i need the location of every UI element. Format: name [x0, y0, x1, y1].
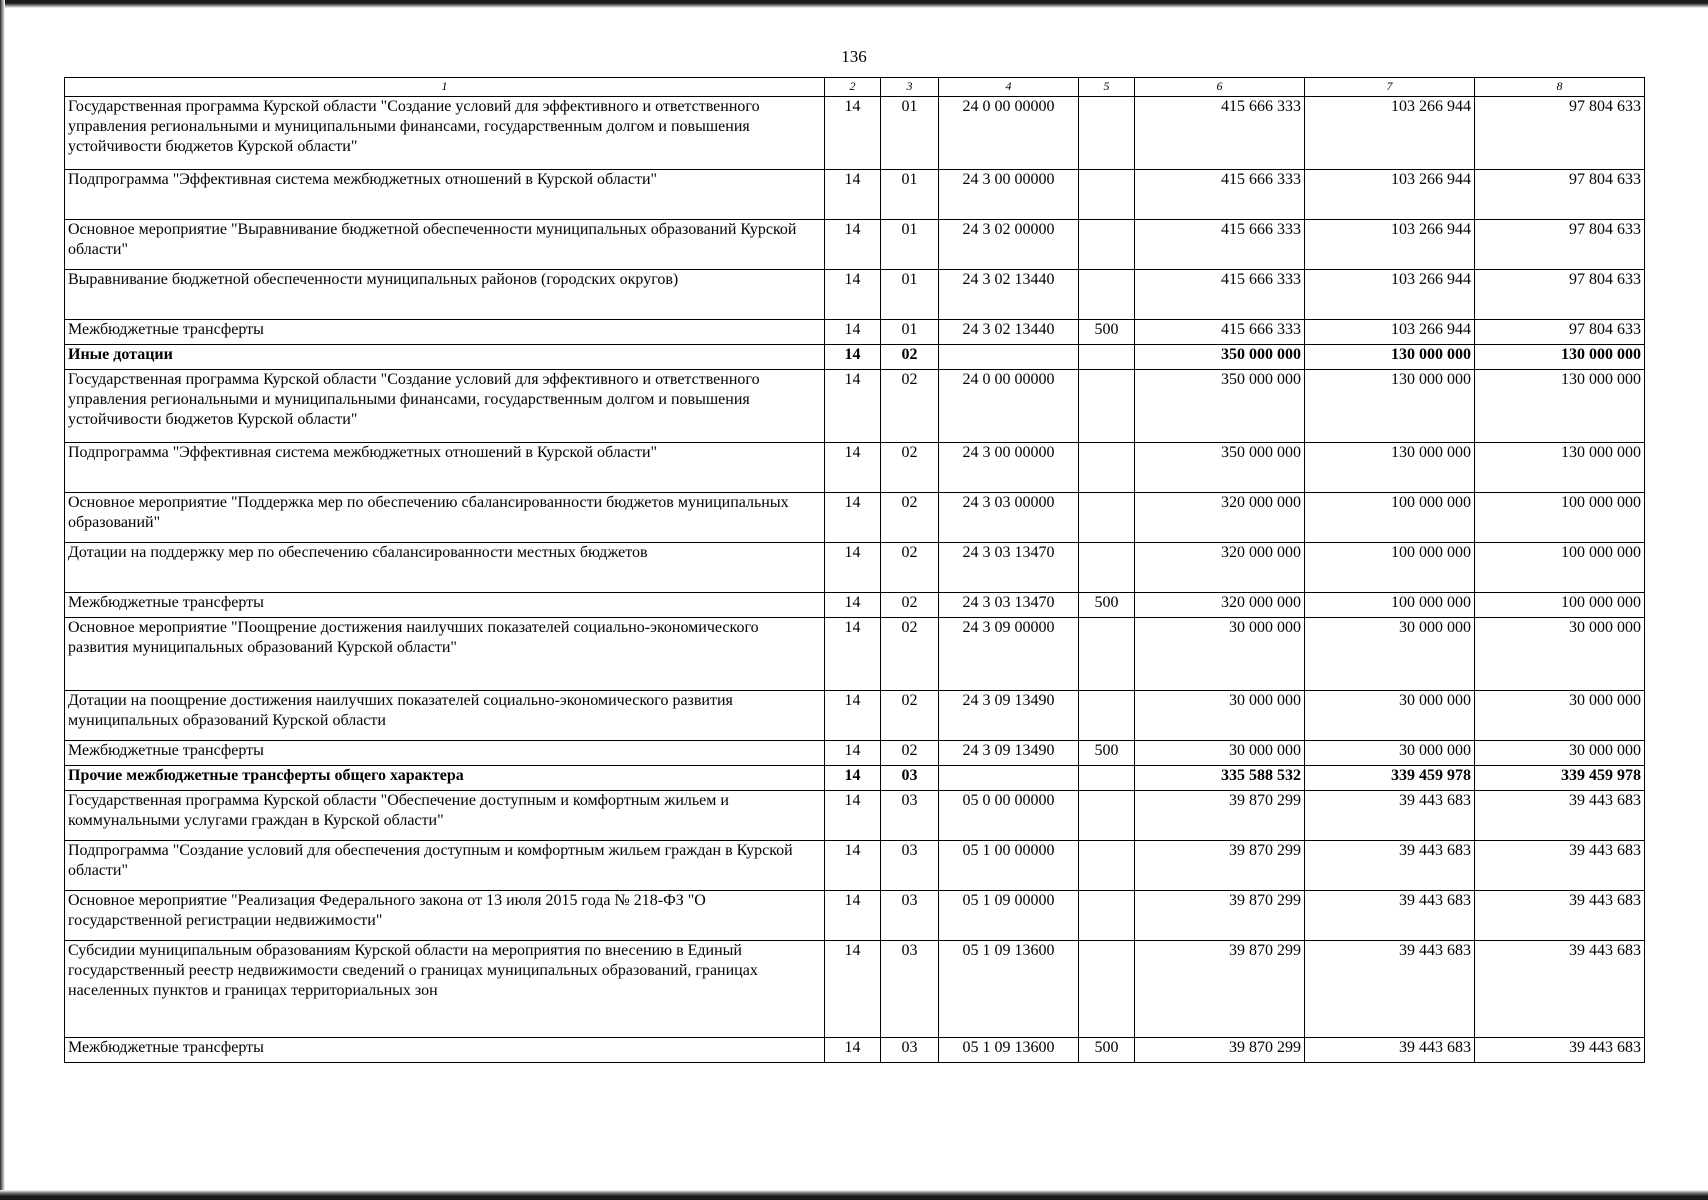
target-article-code: 24 3 03 00000 [939, 493, 1079, 543]
target-article-code: 24 3 00 00000 [939, 443, 1079, 493]
column-header: 8 [1475, 78, 1645, 97]
table-row [65, 370, 1645, 443]
amount-col-8: 130 000 000 [1475, 345, 1645, 370]
expense-type-code [1079, 345, 1135, 370]
section-code: 14 [825, 766, 881, 791]
row-name: Подпрограмма "Создание условий для обеспечения доступным и комфортным жильем граждан в Курской области" [65, 841, 825, 891]
amount-col-7: 39 443 683 [1305, 841, 1475, 891]
table-row [65, 443, 1645, 493]
table-row [65, 618, 1645, 691]
target-article-code: 24 0 00 00000 [939, 97, 1079, 170]
budget-table [64, 77, 1645, 1063]
section-code: 14 [825, 593, 881, 618]
column-header: 5 [1079, 78, 1135, 97]
amount-col-7: 339 459 978 [1305, 766, 1475, 791]
expense-type-code [1079, 691, 1135, 741]
target-article-code: 24 3 02 13440 [939, 320, 1079, 345]
row-name: Государственная программа Курской области "Создание условий для эффективного и ответственного управления региональными и муниципальными финансами, государственным долгом и повышения устойчивости бюджетов Курской области" [65, 97, 825, 170]
section-code: 14 [825, 543, 881, 593]
amount-col-6: 415 666 333 [1135, 320, 1305, 345]
row-name: Основное мероприятие "Поддержка мер по обеспечению сбалансированности бюджетов муниципальных образований" [65, 493, 825, 543]
amount-col-6: 30 000 000 [1135, 741, 1305, 766]
amount-col-8: 100 000 000 [1475, 593, 1645, 618]
expense-type-code [1079, 220, 1135, 270]
row-name: Субсидии муниципальным образованиям Курской области на мероприятия по внесению в Единый государственный реестр недвижимости сведений о границах муниципальных образований, границах населенных пунктов и границах территориальных зон [65, 941, 825, 1038]
row-name: Государственная программа Курской области "Обеспечение доступным и комфортным жильем и коммунальными услугами граждан в Курской области" [65, 791, 825, 841]
table-row [65, 345, 1645, 370]
expense-type-code: 500 [1079, 1038, 1135, 1063]
subsection-code: 03 [881, 1038, 939, 1063]
amount-col-7: 130 000 000 [1305, 370, 1475, 443]
amount-col-6: 350 000 000 [1135, 345, 1305, 370]
amount-col-7: 130 000 000 [1305, 443, 1475, 493]
table-row [65, 220, 1645, 270]
amount-col-8: 97 804 633 [1475, 270, 1645, 320]
expense-type-code [1079, 766, 1135, 791]
amount-col-6: 415 666 333 [1135, 97, 1305, 170]
expense-type-code [1079, 941, 1135, 1038]
amount-col-7: 103 266 944 [1305, 320, 1475, 345]
amount-col-7: 30 000 000 [1305, 691, 1475, 741]
row-name: Дотации на поддержку мер по обеспечению сбалансированности местных бюджетов [65, 543, 825, 593]
section-code: 14 [825, 841, 881, 891]
section-code: 14 [825, 493, 881, 543]
amount-col-8: 97 804 633 [1475, 320, 1645, 345]
subsection-code: 01 [881, 97, 939, 170]
row-name: Межбюджетные трансферты [65, 593, 825, 618]
row-name: Подпрограмма "Эффективная система межбюджетных отношений в Курской области" [65, 170, 825, 220]
amount-col-8: 39 443 683 [1475, 891, 1645, 941]
amount-col-8: 39 443 683 [1475, 941, 1645, 1038]
amount-col-8: 39 443 683 [1475, 791, 1645, 841]
amount-col-7: 103 266 944 [1305, 170, 1475, 220]
target-article-code: 24 3 02 00000 [939, 220, 1079, 270]
column-header: 6 [1135, 78, 1305, 97]
subsection-code: 02 [881, 691, 939, 741]
amount-col-8: 39 443 683 [1475, 1038, 1645, 1063]
expense-type-code [1079, 270, 1135, 320]
amount-col-8: 97 804 633 [1475, 220, 1645, 270]
table-row [65, 841, 1645, 891]
subsection-code: 02 [881, 543, 939, 593]
section-code: 14 [825, 170, 881, 220]
subsection-code: 03 [881, 891, 939, 941]
table-row [65, 891, 1645, 941]
column-header: 4 [939, 78, 1079, 97]
row-name: Основное мероприятие "Поощрение достижения наилучших показателей социально-экономического развития муниципальных образований Курской области" [65, 618, 825, 691]
table-row [65, 320, 1645, 345]
amount-col-6: 335 588 532 [1135, 766, 1305, 791]
subsection-code: 01 [881, 320, 939, 345]
row-name: Прочие межбюджетные трансферты общего характера [65, 766, 825, 791]
section-code: 14 [825, 345, 881, 370]
subsection-code: 02 [881, 443, 939, 493]
target-article-code: 05 1 09 00000 [939, 891, 1079, 941]
amount-col-7: 100 000 000 [1305, 493, 1475, 543]
subsection-code: 02 [881, 741, 939, 766]
row-name: Основное мероприятие "Реализация Федерального закона от 13 июля 2015 года № 218-ФЗ "О государственной регистрации недвижимости" [65, 891, 825, 941]
target-article-code: 05 1 09 13600 [939, 941, 1079, 1038]
amount-col-7: 39 443 683 [1305, 1038, 1475, 1063]
subsection-code: 03 [881, 766, 939, 791]
scan-edge-bottom [0, 1190, 1708, 1200]
section-code: 14 [825, 791, 881, 841]
table-row [65, 270, 1645, 320]
section-code: 14 [825, 618, 881, 691]
amount-col-7: 30 000 000 [1305, 741, 1475, 766]
amount-col-7: 39 443 683 [1305, 791, 1475, 841]
scan-edge-left [0, 0, 5, 1200]
target-article-code: 24 3 02 13440 [939, 270, 1079, 320]
table-row [65, 593, 1645, 618]
row-name: Межбюджетные трансферты [65, 741, 825, 766]
target-article-code: 05 1 09 13600 [939, 1038, 1079, 1063]
amount-col-8: 30 000 000 [1475, 741, 1645, 766]
subsection-code: 03 [881, 841, 939, 891]
section-code: 14 [825, 1038, 881, 1063]
expense-type-code [1079, 493, 1135, 543]
table-row [65, 543, 1645, 593]
target-article-code: 24 0 00 00000 [939, 370, 1079, 443]
amount-col-6: 350 000 000 [1135, 370, 1305, 443]
amount-col-6: 320 000 000 [1135, 593, 1305, 618]
row-name: Государственная программа Курской области "Создание условий для эффективного и ответственного управления региональными и муниципальными финансами, государственным долгом и повышения устойчивости бюджетов Курской области" [65, 370, 825, 443]
expense-type-code [1079, 97, 1135, 170]
subsection-code: 02 [881, 345, 939, 370]
target-article-code [939, 345, 1079, 370]
amount-col-6: 320 000 000 [1135, 543, 1305, 593]
table-row [65, 493, 1645, 543]
row-name: Межбюджетные трансферты [65, 1038, 825, 1063]
subsection-code: 03 [881, 941, 939, 1038]
row-name: Выравнивание бюджетной обеспеченности муниципальных районов (городских округов) [65, 270, 825, 320]
amount-col-7: 103 266 944 [1305, 220, 1475, 270]
amount-col-8: 39 443 683 [1475, 841, 1645, 891]
subsection-code: 03 [881, 791, 939, 841]
amount-col-8: 130 000 000 [1475, 443, 1645, 493]
target-article-code: 24 3 09 13490 [939, 741, 1079, 766]
subsection-code: 01 [881, 220, 939, 270]
subsection-code: 01 [881, 270, 939, 320]
amount-col-7: 103 266 944 [1305, 97, 1475, 170]
target-article-code: 24 3 03 13470 [939, 543, 1079, 593]
amount-col-7: 130 000 000 [1305, 345, 1475, 370]
amount-col-7: 39 443 683 [1305, 891, 1475, 941]
amount-col-7: 100 000 000 [1305, 593, 1475, 618]
table-row [65, 741, 1645, 766]
amount-col-8: 100 000 000 [1475, 493, 1645, 543]
column-header: 3 [881, 78, 939, 97]
row-name: Основное мероприятие "Выравнивание бюджетной обеспеченности муниципальных образований Курской области" [65, 220, 825, 270]
table-row [65, 97, 1645, 170]
target-article-code: 24 3 03 13470 [939, 593, 1079, 618]
amount-col-6: 350 000 000 [1135, 443, 1305, 493]
amount-col-6: 39 870 299 [1135, 791, 1305, 841]
section-code: 14 [825, 97, 881, 170]
expense-type-code [1079, 841, 1135, 891]
amount-col-7: 100 000 000 [1305, 543, 1475, 593]
section-code: 14 [825, 443, 881, 493]
section-code: 14 [825, 691, 881, 741]
table-row [65, 1038, 1645, 1063]
expense-type-code: 500 [1079, 320, 1135, 345]
amount-col-6: 39 870 299 [1135, 891, 1305, 941]
row-name: Иные дотации [65, 345, 825, 370]
table-row [65, 170, 1645, 220]
target-article-code: 24 3 00 00000 [939, 170, 1079, 220]
expense-type-code [1079, 370, 1135, 443]
amount-col-8: 30 000 000 [1475, 691, 1645, 741]
amount-col-6: 415 666 333 [1135, 270, 1305, 320]
section-code: 14 [825, 370, 881, 443]
subsection-code: 01 [881, 170, 939, 220]
amount-col-6: 39 870 299 [1135, 941, 1305, 1038]
row-name: Межбюджетные трансферты [65, 320, 825, 345]
amount-col-8: 100 000 000 [1475, 543, 1645, 593]
section-code: 14 [825, 220, 881, 270]
expense-type-code [1079, 443, 1135, 493]
amount-col-6: 39 870 299 [1135, 1038, 1305, 1063]
expense-type-code [1079, 891, 1135, 941]
subsection-code: 02 [881, 618, 939, 691]
table-row [65, 941, 1645, 1038]
amount-col-7: 30 000 000 [1305, 618, 1475, 691]
column-number-row [65, 78, 1645, 97]
budget-table-body [65, 97, 1645, 1063]
amount-col-8: 97 804 633 [1475, 97, 1645, 170]
amount-col-6: 30 000 000 [1135, 691, 1305, 741]
row-name: Подпрограмма "Эффективная система межбюджетных отношений в Курской области" [65, 443, 825, 493]
amount-col-7: 39 443 683 [1305, 941, 1475, 1038]
subsection-code: 02 [881, 493, 939, 543]
column-header: 2 [825, 78, 881, 97]
target-article-code [939, 766, 1079, 791]
section-code: 14 [825, 741, 881, 766]
subsection-code: 02 [881, 593, 939, 618]
section-code: 14 [825, 891, 881, 941]
amount-col-8: 30 000 000 [1475, 618, 1645, 691]
target-article-code: 05 0 00 00000 [939, 791, 1079, 841]
subsection-code: 02 [881, 370, 939, 443]
column-header: 7 [1305, 78, 1475, 97]
page-number: 136 [841, 47, 867, 66]
amount-col-6: 39 870 299 [1135, 841, 1305, 891]
row-name: Дотации на поощрение достижения наилучших показателей социально-экономического развития муниципальных образований Курской области [65, 691, 825, 741]
section-code: 14 [825, 270, 881, 320]
amount-col-6: 415 666 333 [1135, 220, 1305, 270]
amount-col-6: 30 000 000 [1135, 618, 1305, 691]
table-row [65, 791, 1645, 841]
amount-col-7: 103 266 944 [1305, 270, 1475, 320]
table-row [65, 691, 1645, 741]
amount-col-8: 339 459 978 [1475, 766, 1645, 791]
table-row [65, 766, 1645, 791]
expense-type-code [1079, 170, 1135, 220]
target-article-code: 24 3 09 13490 [939, 691, 1079, 741]
section-code: 14 [825, 320, 881, 345]
expense-type-code [1079, 543, 1135, 593]
expense-type-code [1079, 791, 1135, 841]
scan-edge-top [0, 0, 1708, 8]
amount-col-6: 415 666 333 [1135, 170, 1305, 220]
amount-col-6: 320 000 000 [1135, 493, 1305, 543]
expense-type-code [1079, 618, 1135, 691]
amount-col-8: 97 804 633 [1475, 170, 1645, 220]
expense-type-code: 500 [1079, 741, 1135, 766]
target-article-code: 05 1 00 00000 [939, 841, 1079, 891]
target-article-code: 24 3 09 00000 [939, 618, 1079, 691]
expense-type-code: 500 [1079, 593, 1135, 618]
section-code: 14 [825, 941, 881, 1038]
amount-col-8: 130 000 000 [1475, 370, 1645, 443]
column-header: 1 [65, 78, 825, 97]
